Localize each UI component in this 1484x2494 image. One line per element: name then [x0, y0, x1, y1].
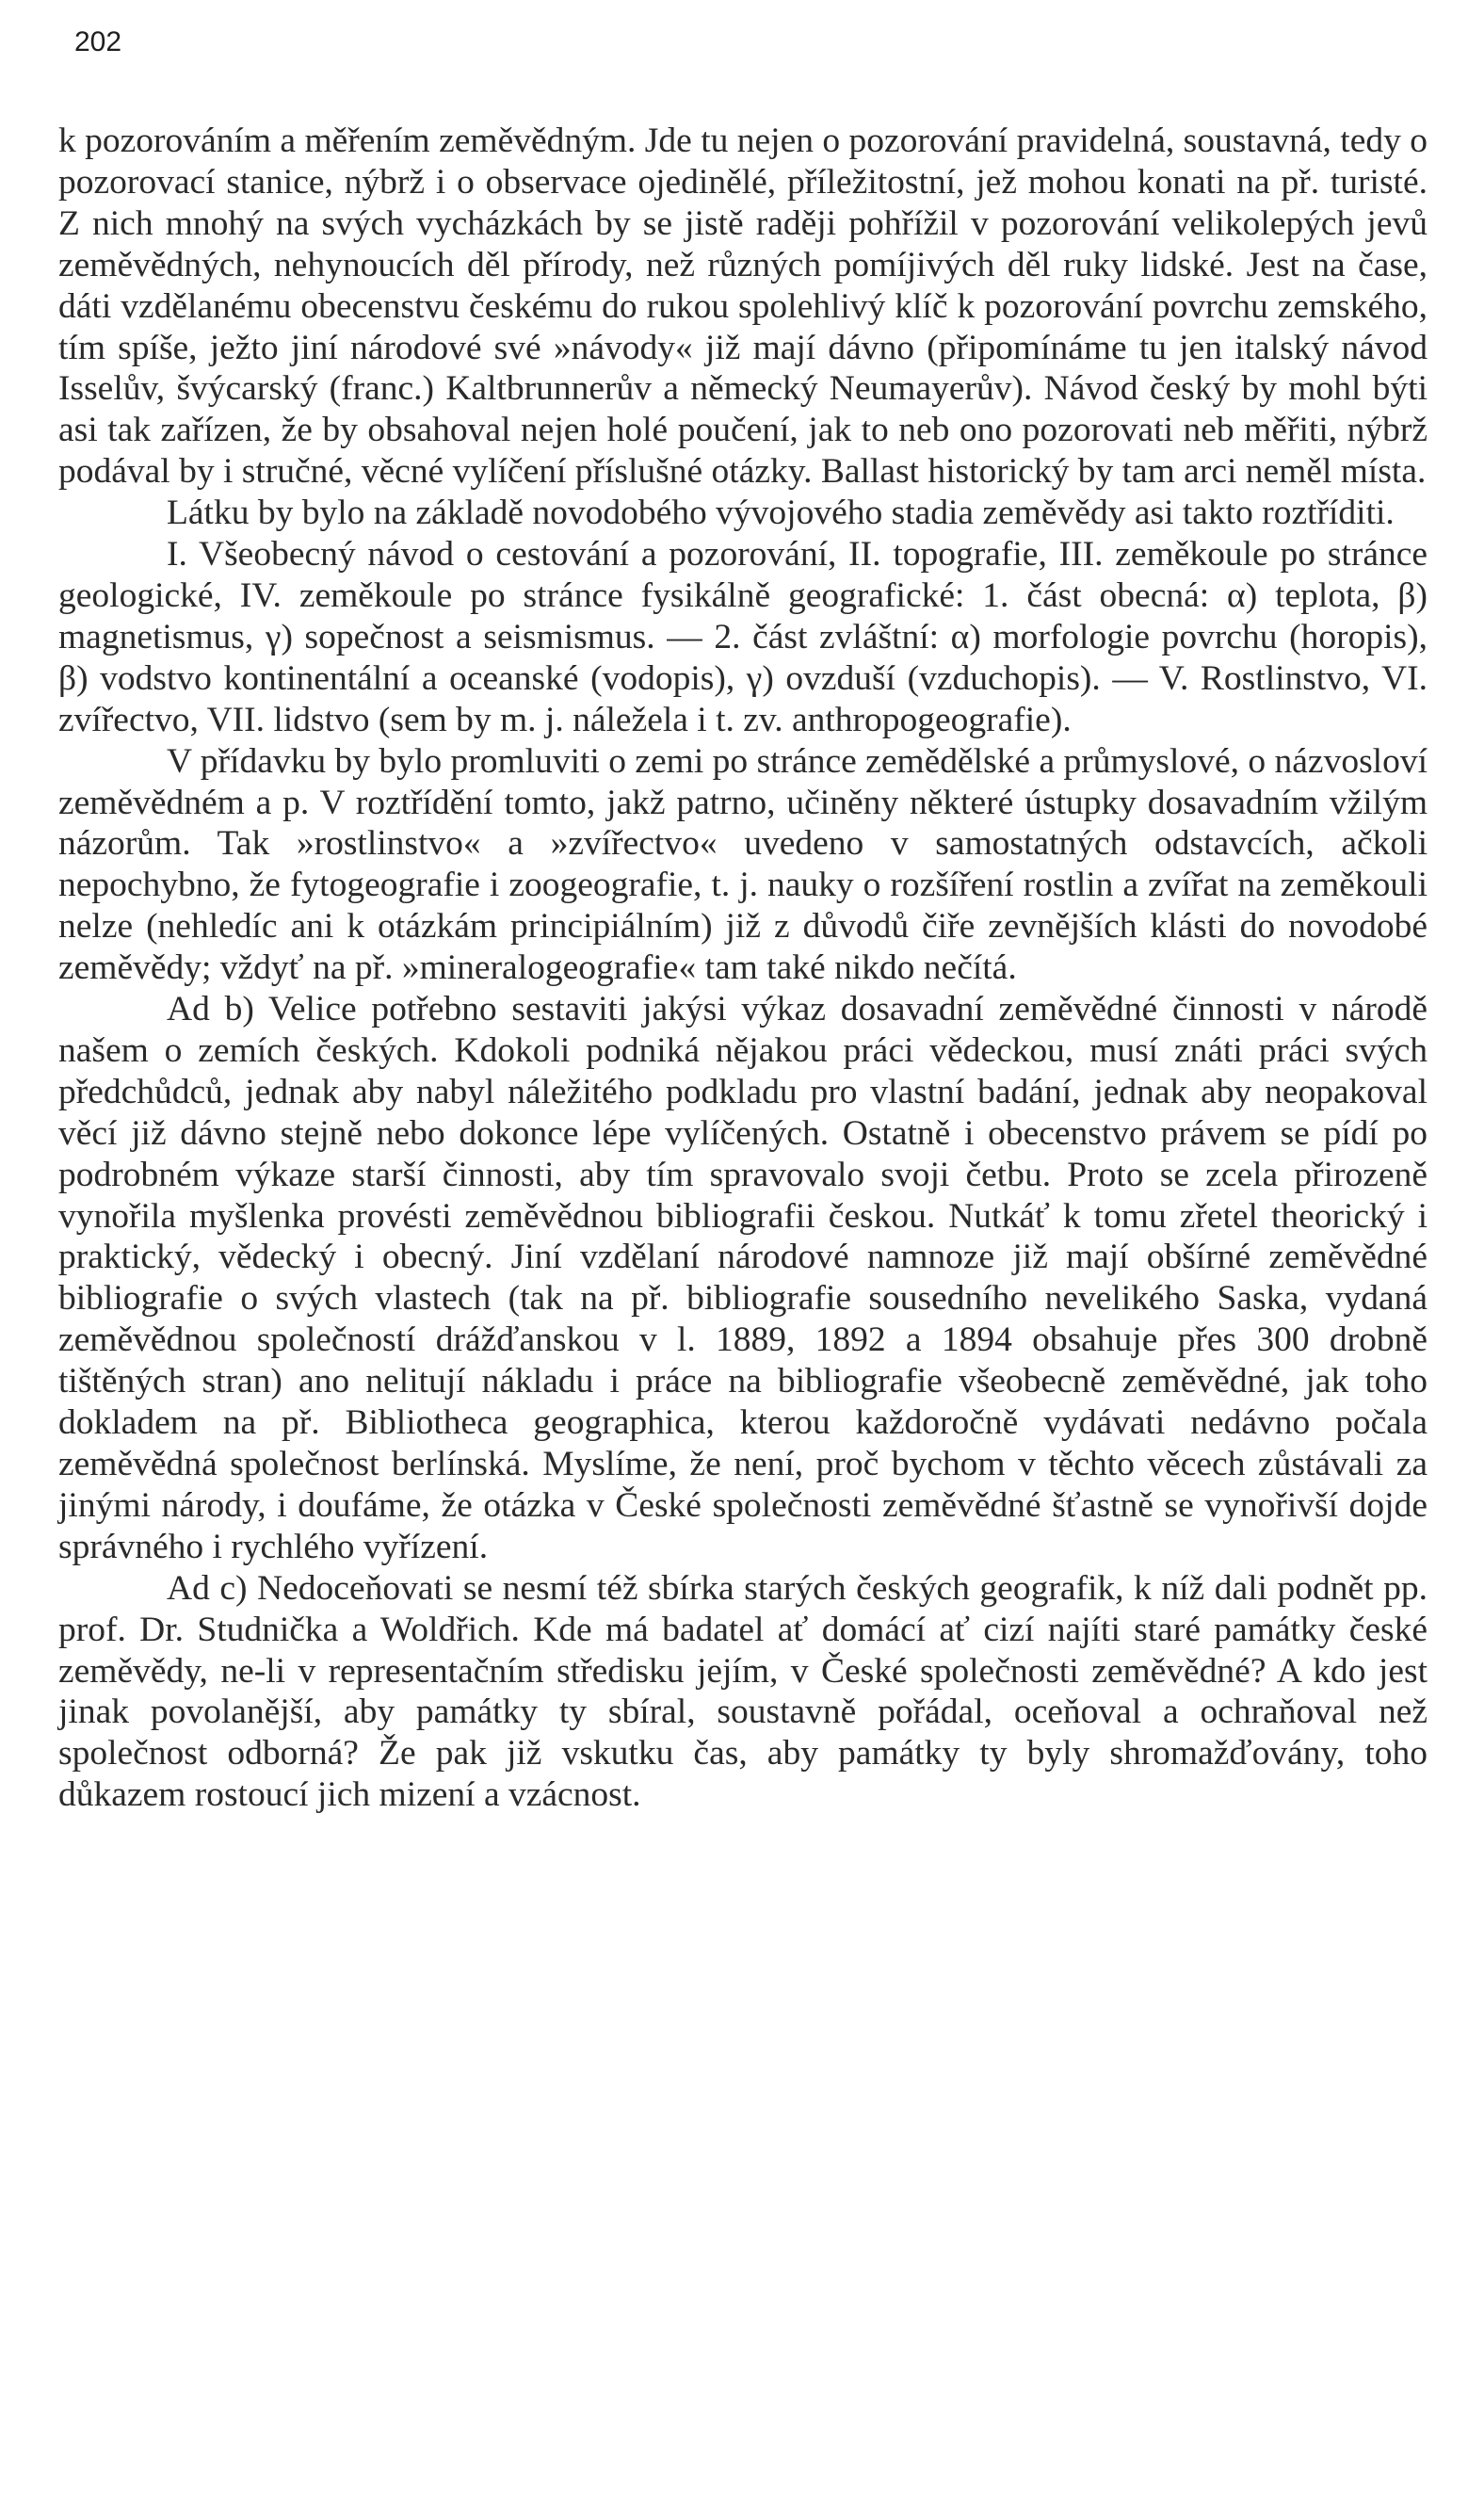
paragraph-bibliography: Ad b) Velice potřebno sestaviti jakýsi výkaz dosavadní zeměvědné činnosti v národě našem o zemích českých. Kdokoli podniká nějakou práci vědeckou, musí znáti práci svých předchůdců, jednak aby nabyl náležitého podkladu pro vlastní badání, jednak aby neopakoval věcí již dávno stejně nebo dokonce lépe vylíčených. Ostatně i obecenstvo právem se pídí po podrobném výkaze starší činnosti, aby tím spravovalo svoji četbu. Proto se zcela přirozeně vynořila myšlenka provésti zeměvědnou bibliografii českou. Nutkáť k tomu zřetel theorický i praktický, vědecký i obecný. Jiní vzdělaní národové namnoze již mají obšírné zeměvědné bibliografie o svých vlastech (tak na př. bibliografie sousedního nevelikého Saska, vydaná zeměvědnou společností drážďanskou v l. 1889, 1892 a 1894 obsahuje přes 300 drobně tištěných stran) ano nelitují nákladu i práce na bibliografie všeobecně zeměvědné, jak toho dokladem na př. Bibliotheca geographica, kterou každoročně vydávati nedávno počala zeměvědná společnost berlínská. Myslíme, že není, proč bychom v těchto věcech zůstávali za jinými národy, i doufáme, že otázka v České společnosti zeměvědné šťastně se vynořivší dojde správného i rychlého vyřízení. [58, 990, 1428, 1566]
paragraph-classification-list: I. Všeobecný návod o cestování a pozorování, II. topografie, III. zeměkoule po stránce geologické, IV. zeměkoule po stránce fysikálně geografické: 1. část obecná: α) teplota, β) magnetismus, γ) sopečnost a seismismus. — 2. část zvláštní: α) morfologie povrchu (horopis), β) vodstvo kontinentální a oceanské (vodopis), γ) ovzduší (vzduchopis). — V. Rostlinstvo, VI. zvířectvo, VII. lidstvo (sem by m. j. náležela i t. zv. anthropogeografie). [58, 535, 1428, 739]
paragraph-observation-guide: k pozorováním a měřením zeměvědným. Jde tu nejen o pozorování pravidelná, soustavná, tedy o pozorovací stanice, nýbrž i o observace ojedinělé, příležitostní, jež mohou konati na př. turisté. Z nich mnohý na svých vycházkách by se jistě raději pohřížil v pozorování velikolepých jevů zeměvědných, nehynoucích děl přírody, než různých pomíjivých děl ruky lidské. Jest na čase, dáti vzdělanému obecenstvu českému do rukou spolehlivý klíč k pozorování povrchu zemského, tím spíše, ježto jiní národové své »návody« již mají dávno (připomínáme tu jen italský návod Isselův, švýcarský (franc.) Kaltbrunnerův a německý Neumayerův). Návod český by mohl býti asi tak zařízen, že by obsahoval nejen holé poučení, jak to neb ono pozorovati neb měřiti, nýbrž podával by i stručné, věcné vylíčení příslušné otázky. Ballast historický by tam arci neměl místa. [58, 121, 1428, 492]
paragraph-old-geographica: Ad c) Nedoceňovati se nesmí též sbírka starých českých geografik, k níž dali podnět pp. prof. Dr. Studnička a Woldřich. Kde má badatel ať domácí ať cizí najíti staré památky české zeměvědy, ne-li v representačním středisku jejím, v České společnosti zeměvědné? A kdo jest jinak povolanější, aby památky ty sbíral, soustavně pořádal, oceňoval a ochraňoval než společnost odborná? Že pak již vskutku čas, aby památky ty byly shromažďovány, toho důkazem rostoucí jich mizení a vzácnost. [58, 1568, 1428, 1815]
paragraph-classification-intro: Látku by bylo na základě novodobého vývojového stadia zeměvědy asi takto roztříditi. [167, 494, 1395, 533]
paragraph-appendix: V přídavku by bylo promluviti o zemi po stránce zemědělské a průmyslové, o názvosloví zeměvědném a p. V roztřídění tomto, jakž patrno, učiněny některé ústupky dosavadním vžilým názorům. Tak »rostlinstvo« a »zvířectvo« uvedeno v samostatných odstavcích, ačkoli nepochybno, že fytogeografie i zoogeografie, t. j. nauky o rozšíření rostlin a zvířat na zeměkouli nelze (nehledíc ani k otázkám principiálním) již z důvodů čiře zevnějších klásti do novodobé zeměvědy; vždyť na př. »mineralogeografie« tam také nikdo nečítá. [58, 741, 1428, 988]
page-number: 202 [74, 26, 122, 57]
body-text [58, 121, 1428, 1816]
